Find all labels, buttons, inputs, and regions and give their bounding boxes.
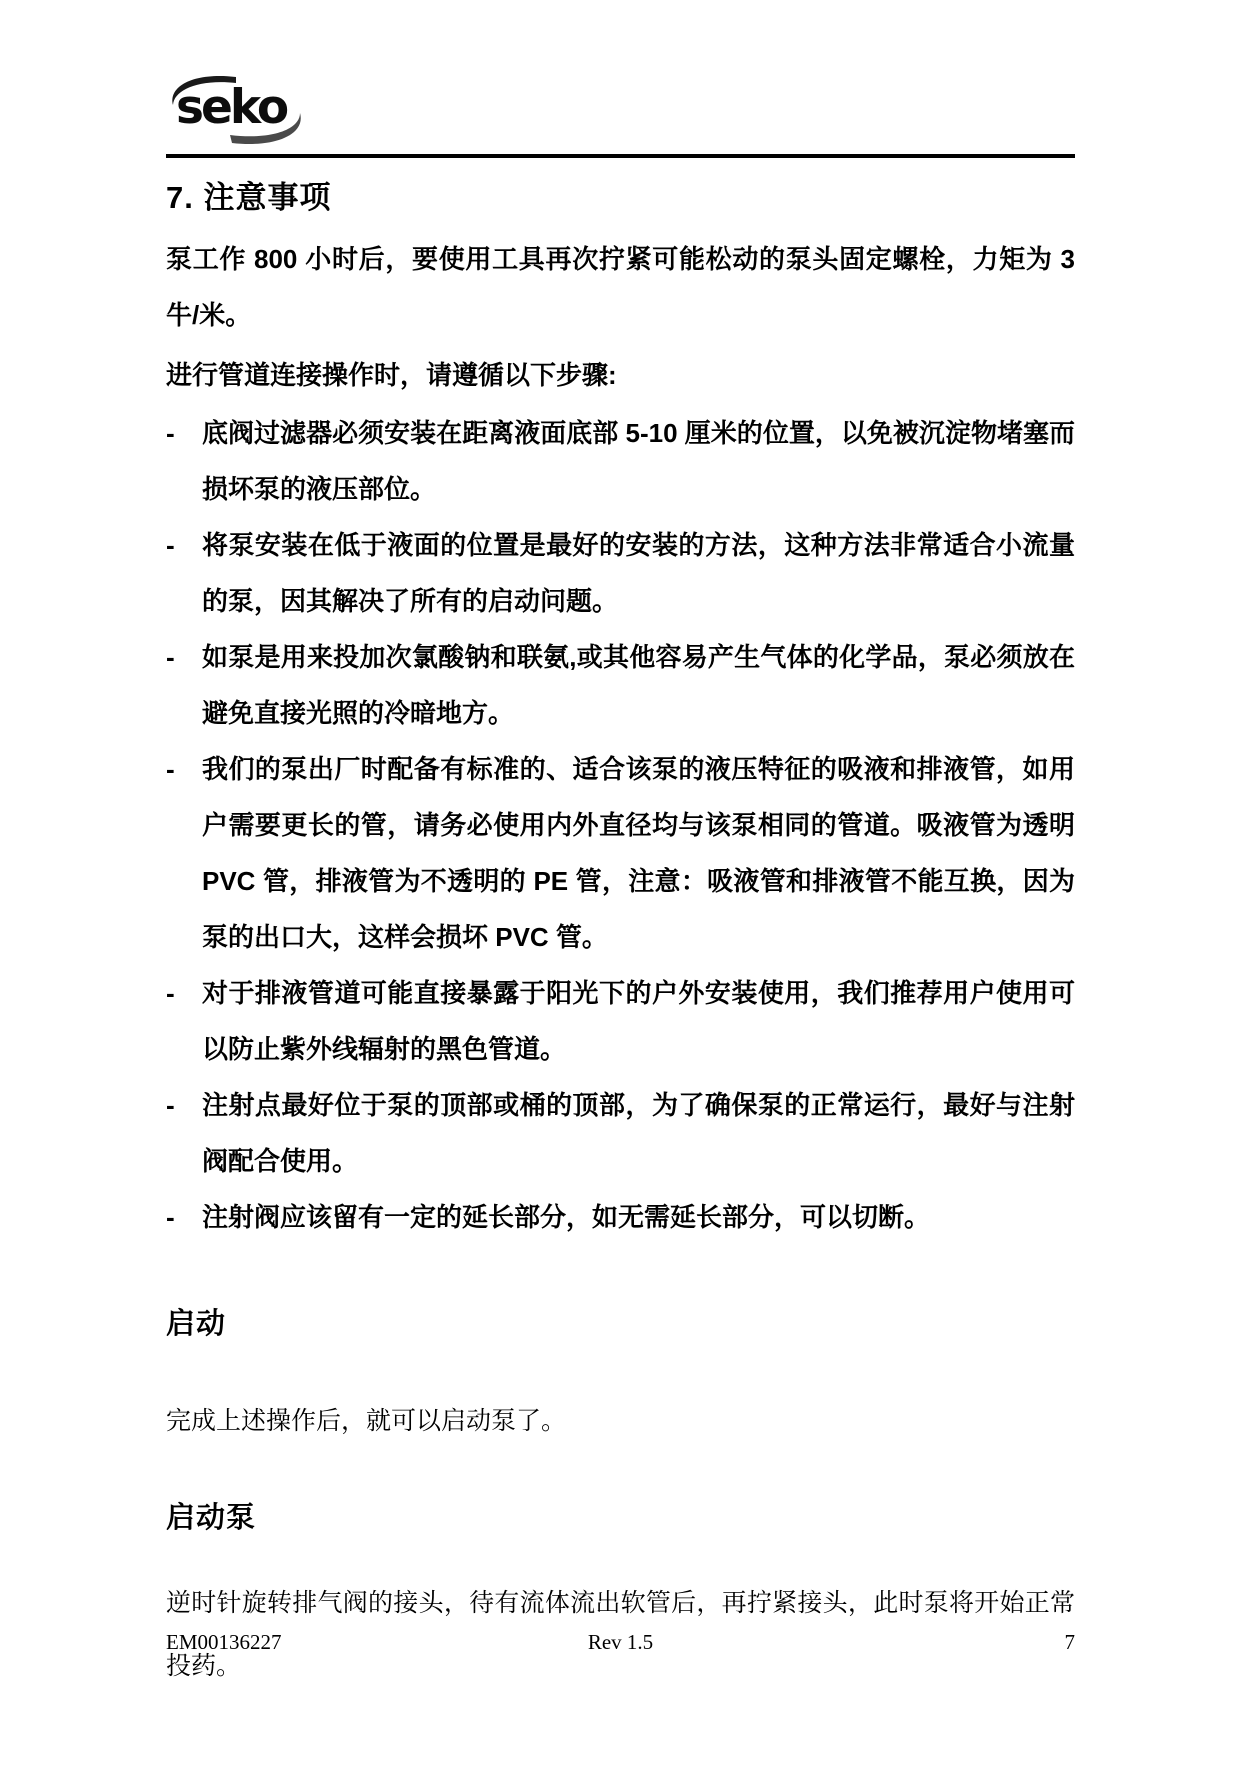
list-item-text: 将泵安装在低于液面的位置是最好的安装的方法，这种方法非常适合小流量的泵，因其解决了所有的启动问题。 xyxy=(202,530,1075,616)
header-divider xyxy=(166,154,1075,158)
list-item-text: 注射点最好位于泵的顶部或桶的顶部，为了确保泵的正常运行，最好与注射阀配合使用。 xyxy=(202,1090,1075,1176)
footer-doc-number: EM00136227 xyxy=(166,1630,282,1654)
intro-paragraph: 泵工作 800 小时后，要使用工具再次拧紧可能松动的泵头固定螺栓，力矩为 3 牛/米。 xyxy=(166,244,1075,330)
bullet-dash: - xyxy=(166,978,175,1008)
list-item xyxy=(166,1077,1075,1189)
page-footer xyxy=(166,1630,1075,1655)
bullet-dash: - xyxy=(166,1202,175,1232)
steps-intro-paragraph: 进行管道连接操作时，请遵循以下步骤: xyxy=(166,360,617,390)
list-item xyxy=(166,405,1075,517)
seko-logo-text: seko xyxy=(176,80,287,135)
seko-logo xyxy=(166,72,316,148)
start-pump-section-body: 逆时针旋转排气阀的接头，待有流体流出软管后，再拧紧接头，此时泵将开始正常投药。 xyxy=(166,1590,1075,1680)
list-item xyxy=(166,517,1075,629)
start-section-heading: 启动 xyxy=(166,1308,227,1340)
list-item xyxy=(166,1189,1075,1245)
list-item xyxy=(166,741,1075,965)
list-item-text: 底阀过滤器必须安装在距离液面底部 5-10 厘米的位置，以免被沉淀物堵塞而损坏泵的液压部位。 xyxy=(202,418,1075,504)
start-section-body: 完成上述操作后，就可以启动泵了。 xyxy=(166,1408,567,1435)
list-item xyxy=(166,965,1075,1077)
bullet-dash: - xyxy=(166,642,175,672)
bullet-dash: - xyxy=(166,1090,175,1120)
section-title: 7. 注意事项 xyxy=(166,180,332,215)
list-item-text: 注射阀应该留有一定的延长部分，如无需延长部分，可以切断。 xyxy=(202,1202,931,1232)
start-pump-section-heading: 启动泵 xyxy=(166,1502,257,1534)
footer-revision: Rev 1.5 xyxy=(587,1630,654,1654)
list-item-text: 我们的泵出厂时配备有标准的、适合该泵的液压特征的吸液和排液管，如用户需要更长的管，请务必使用内外直径均与该泵相同的管道。吸液管为透明 PVC 管，排液管为不透明的 PE 管，注意：吸液管和排液管不能互换，因为泵的出口大，这样会损坏 PVC 管。 xyxy=(202,754,1075,952)
list-item-text: 如泵是用来投加次氯酸钠和联氨,或其他容易产生气体的化学品，泵必须放在避免直接光照的冷暗地方。 xyxy=(202,642,1075,728)
list-item-text: 对于排液管道可能直接暴露于阳光下的户外安装使用，我们推荐用户使用可以防止紫外线辐射的黑色管道。 xyxy=(202,978,1075,1064)
bullet-dash: - xyxy=(166,754,175,784)
page-content xyxy=(166,0,1075,1698)
bullet-dash: - xyxy=(166,530,175,560)
footer-page-number: 7 xyxy=(1064,1630,1075,1654)
precaution-list xyxy=(166,405,1075,1245)
list-item xyxy=(166,629,1075,741)
bullet-dash: - xyxy=(166,418,175,448)
